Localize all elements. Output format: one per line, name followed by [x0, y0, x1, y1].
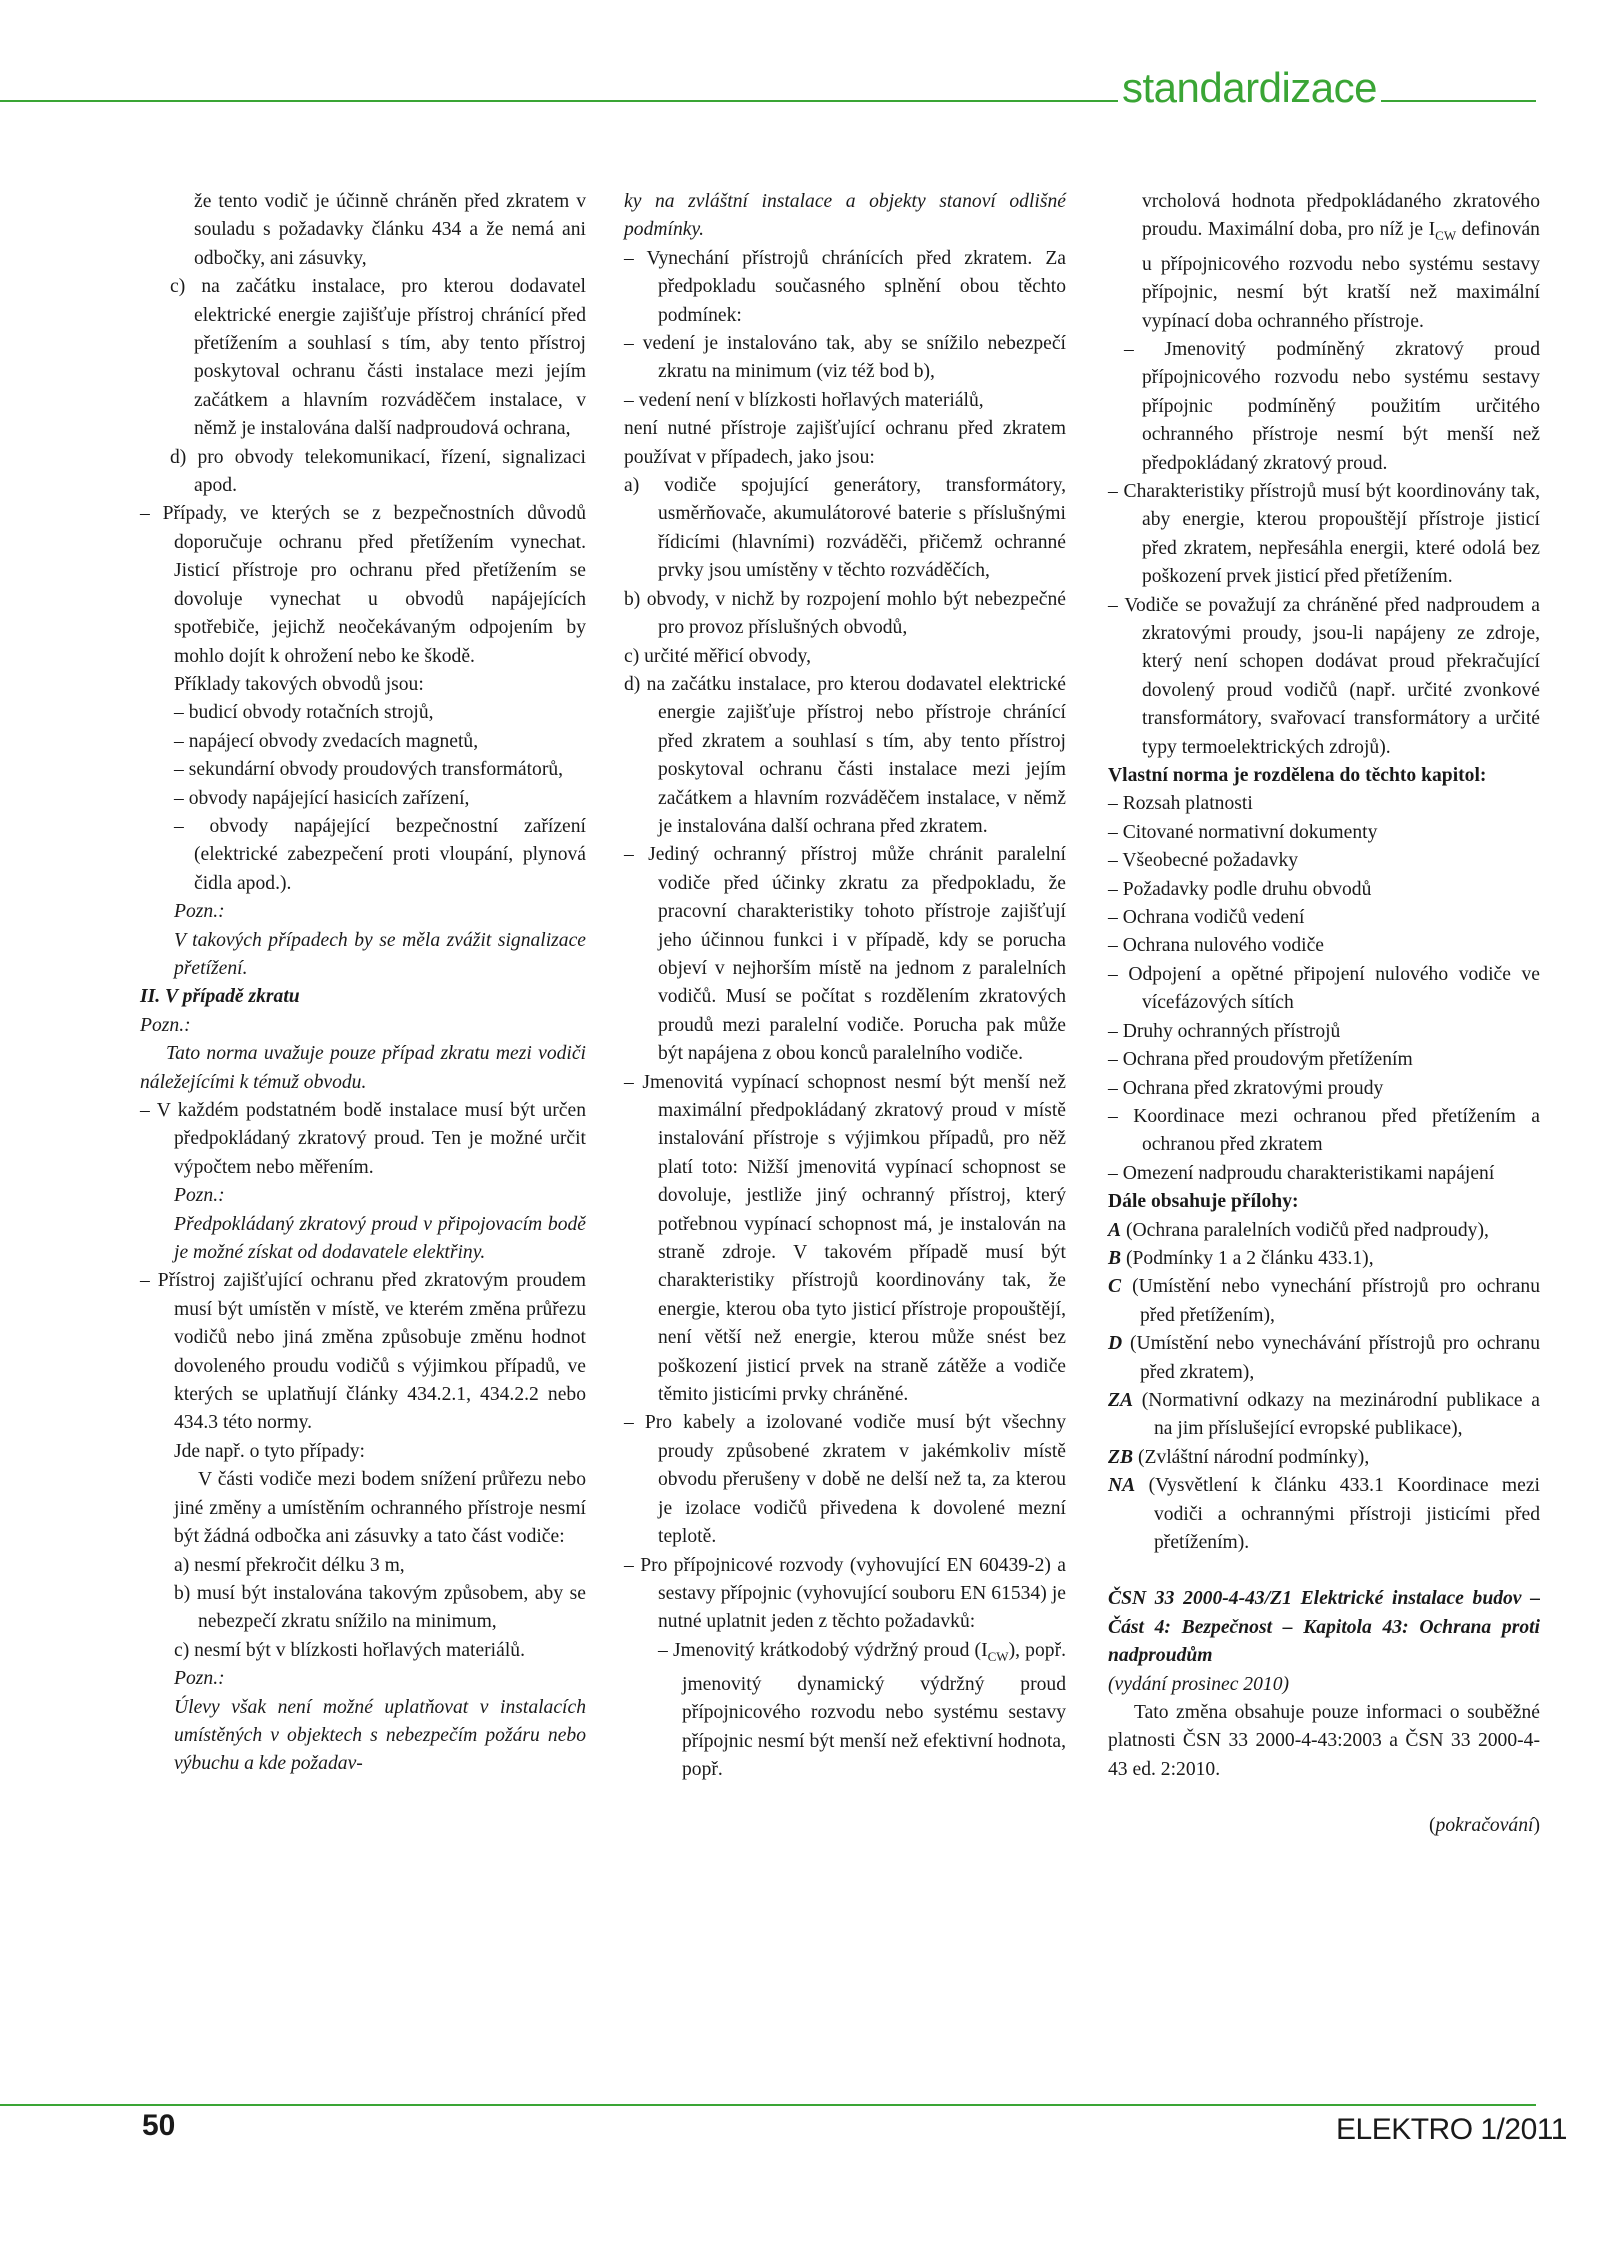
annex-item: [1108, 1245, 1540, 1273]
note-label: Pozn.:: [174, 1668, 225, 1690]
annex-letter: B: [1108, 1247, 1122, 1269]
text-run: ), popř. jmenovitý dynamický výdržný proud přípojnicového rozvodu nebo systému sestavy přípojnic nesmí být menší než efektivní hodnota, popř.: [682, 1639, 1066, 1781]
section-title: standardizace: [1118, 66, 1381, 110]
chapter-item: – Citované normativní dokumenty: [1108, 821, 1378, 843]
dash-item: [624, 1637, 1066, 1785]
subscript: CW: [987, 1648, 1009, 1664]
annex-text: (Normativní odkazy na mezinárodní publikace a na jim příslušející evropské publikace),: [1141, 1389, 1540, 1440]
annex-text: (Vysvětlení k článku 433.1 Koordinace mezi vodiči a ochrannými přístroji jisticími před přetížením).: [1148, 1475, 1540, 1553]
dash-item: – sekundární obvody proudových transformátorů,: [174, 759, 564, 781]
dash-item: – Pro kabely a izolované vodiče musí být všechny proudy způsobené zkratem v jakémkoliv místě obvodu přerušeny v době ne delší než ta, za kterou je izolace vodičů přivedena k dovolené mezní teplotě.: [624, 1412, 1066, 1548]
list-item: c) určité měřicí obvody,: [624, 645, 811, 667]
chapter-item: – Koordinace mezi ochranou před přetížením a ochranou před zkratem: [1108, 1105, 1540, 1156]
column-2: [624, 188, 1066, 1785]
dash-item: – napájecí obvody zvedacích magnetů,: [174, 730, 479, 752]
list-item: c) na začátku instalace, pro kterou dodavatel elektrické energie zajišťuje přístroj chránící před přetížením a souhlasí s tím, aby tento přístroj poskytoval ochranu části instalace mezi jejím začátkem a hlavním rozváděčem instalace, v němž je instalována další nadproudová ochrana,: [170, 276, 586, 440]
text-run: – Jmenovitý krátkodobý výdržný proud (I: [658, 1639, 988, 1661]
chapter-item: – Druhy ochranných přístrojů: [1108, 1020, 1341, 1042]
note-text: Tato norma uvažuje pouze případ zkratu mezi vodiči náležejícími k témuž obvodu.: [140, 1043, 586, 1093]
annex-text: (Umístění nebo vynechávání přístrojů pro ochranu před zkratem),: [1129, 1333, 1540, 1383]
chapter-item: – Všeobecné požadavky: [1108, 850, 1299, 872]
annex-letter: ZA: [1108, 1389, 1134, 1411]
annex-item: [1108, 1472, 1540, 1557]
edition-note: (vydání prosinec 2010): [1108, 1673, 1290, 1695]
dash-item: – Přístroj zajišťující ochranu před zkratovým proudem musí být umístěn v místě, ve kterém změna průřezu vodičů nebo jiná změna způsobuje změnu hodnot dovoleného proudu vodičů s výjimkou případů, ve kterých se uplatňují články 434.2.1, 434.2.2 nebo 434.3 této normy.: [140, 1270, 586, 1434]
annex-item: [1108, 1217, 1540, 1245]
list-item: b) musí být instalována takovým způsobem, aby se nebezpečí zkratu snížilo na minimum,: [174, 1582, 586, 1633]
chapter-item: – Ochrana před proudovým přetížením: [1108, 1049, 1413, 1071]
paragraph: Tato změna obsahuje pouze informaci o souběžné platnosti ČSN 33 2000-4-43:2003 a ČSN 33 2000-4-43 ed. 2:2010.: [1108, 1702, 1540, 1780]
annex-letter: C: [1108, 1276, 1122, 1298]
note-label: Pozn.:: [140, 1014, 191, 1036]
annex-letter: D: [1108, 1333, 1123, 1355]
chapter-item: – Ochrana nulového vodiče: [1108, 935, 1325, 957]
continued-note: (pokračování): [1428, 1815, 1540, 1837]
bold-heading: Vlastní norma je rozdělena do těchto kapitol:: [1108, 765, 1487, 787]
column-1: [140, 188, 586, 1779]
dash-item: – Jediný ochranný přístroj může chránit paralelní vodiče před účinky zkratu za předpokladu, že pracovní charakteristiky tohoto přístroje zajišťují jeho účinnou funkci i v případě, kdy se porucha objeví v nejhorším místě na jednom z paralelních vodičů. Musí se počítat s rozdělením zkratových proudů mezi paralelní vodiče. Porucha pak může být napájena z obou konců paralelního vodiče.: [624, 844, 1066, 1065]
chapter-item: – Požadavky podle druhu obvodů: [1108, 878, 1372, 900]
subscript: CW: [1435, 228, 1457, 244]
text-run: definován u přípojnicového rozvodu nebo systému sestavy přípojnic, nesmí být kratší než maximální vypínací doba ochranného přístroje.: [1142, 219, 1540, 332]
standard-title: ČSN 33 2000-4-43/Z1 Elektrické instalace budov – Část 4: Bezpečnost – Kapitola 43: Ochrana proti nadproudům: [1108, 1588, 1540, 1667]
annex-letter: ZB: [1108, 1446, 1134, 1468]
chapter-item: – Ochrana vodičů vedení: [1108, 907, 1305, 929]
dash-item: – Pro přípojnicové rozvody (vyhovující EN 60439-2) a sestavy přípojnic (vyhovující souboru EN 61534) je nutné uplatnit jeden z těchto požadavků:: [624, 1554, 1066, 1633]
annex-item: [1108, 1273, 1540, 1330]
magazine-issue: ELEKTRO 1/2011: [1336, 2113, 1567, 2146]
paragraph: V části vodiče mezi bodem snížení průřezu nebo jiné změny a umístěním ochranného přístroje nesmí být žádná odbočka ani zásuvky a tato část vodiče:: [174, 1469, 586, 1548]
spacer: [1108, 1784, 1540, 1812]
dash-item: – Případy, ve kterých se z bezpečnostních důvodů doporučuje ochranu před přetížením vynechat. Jisticí přístroje pro ochranu před přetížením se dovoluje vynechat u obvodů napájejících spotřebiče, jejichž neočekávaným odpojením by mohlo dojít k ohrožení nebo ke škodě.: [140, 503, 586, 667]
chapter-item: – Rozsah platnosti: [1108, 793, 1253, 815]
dash-item: – Vynechání přístrojů chránících před zkratem. Za předpokladu současného splnění obou těchto podmínek:: [624, 247, 1066, 326]
dash-item: – vedení je instalováno tak, aby se snížilo nebezpečí zkratu na minimum (viz též bod b),: [624, 333, 1066, 383]
text-run: vrcholová hodnota předpokládaného zkratového proudu. Maximální doba, pro níž je I: [1142, 191, 1540, 241]
dash-item: – Vodiče se považují za chráněné před nadproudem a zkratovými proudy, jsou-li napájeny ze zdroje, který není schopen dodávat proud překračující dovolený proud vodičů (např. určité zvonkové transformátory, svařovací transformátory a určité typy termoelektrických zdrojů).: [1108, 594, 1540, 758]
annex-text: (Ochrana paralelních vodičů před nadproudy),: [1125, 1219, 1489, 1241]
bold-heading: Dále obsahuje přílohy:: [1108, 1191, 1299, 1213]
list-item: a) vodiče spojující generátory, transformátory, usměrňovače, akumulátorové baterie s příslušnými řídicími (hlavními) rozváděči, přičemž ochranné prvky jsou umístěny v těchto rozváděčích,: [624, 475, 1066, 582]
list-item: d) pro obvody telekomunikací, řízení, signalizaci apod.: [170, 446, 586, 497]
annex-item: [1108, 1330, 1540, 1387]
subheading: II. V případě zkratu: [140, 986, 300, 1008]
annex-text: (Umístění nebo vynechání přístrojů pro ochranu před přetížením),: [1132, 1276, 1540, 1326]
footer-rule: [0, 2104, 1536, 2106]
dash-item: – V každém podstatném bodě instalace musí být určen předpokládaný zkratový proud. Ten je možné určit výpočtem nebo měřením.: [140, 1100, 586, 1178]
paragraph: není nutné přístroje zajišťující ochranu před zkratem používat v případech, jako jsou:: [624, 418, 1066, 468]
note-label: Pozn.:: [174, 1185, 225, 1207]
spacer: [1108, 1557, 1540, 1585]
page-number: 50: [142, 2109, 176, 2142]
paragraph: Jde např. o tyto případy:: [174, 1440, 366, 1462]
annex-item: [1108, 1387, 1540, 1444]
note-text: ky na zvláštní instalace a objekty stanoví odlišné podmínky.: [624, 191, 1066, 241]
list-item: b) obvody, v nichž by rozpojení mohlo být nebezpečné pro provoz příslušných obvodů,: [624, 588, 1066, 639]
note-label: Pozn.:: [174, 901, 225, 923]
paragraph: [1108, 188, 1540, 336]
dash-item: – Jmenovitý podmíněný zkratový proud přípojnicového rozvodu nebo systému sestavy přípojnic podmíněný použitím určitého ochranného přístroje nesmí být menší než předpokládaný zkratový proud.: [1124, 338, 1540, 474]
dash-item: – Charakteristiky přístrojů musí být koordinovány tak, aby energie, kterou propouštějí přístroje jisticí před zkratem, nepřesáhla energii, které odolá bez poškození prvek jisticí před přetížením.: [1108, 480, 1540, 588]
dash-item: – obvody napájející bezpečnostní zařízení (elektrické zabezpečení proti vloupání, plynová čidla apod.).: [174, 815, 586, 894]
paragraph: že tento vodič je účinně chráněn před zkratem v souladu s požadavky článku 434 a že nemá ani odbočky, ani zásuvky,: [194, 191, 586, 269]
note-text: Předpokládaný zkratový proud v připojovacím bodě je možné získat od dodavatele elektřiny.: [174, 1213, 586, 1264]
list-item: a) nesmí překročit délku 3 m,: [174, 1554, 405, 1576]
annex-letter: A: [1108, 1219, 1122, 1241]
column-3: [1108, 188, 1540, 1841]
annex-letter: NA: [1108, 1475, 1136, 1497]
paragraph: Příklady takových obvodů jsou:: [174, 673, 424, 695]
annex-item: [1108, 1444, 1540, 1472]
note-text: Úlevy však není možné uplatňovat v instalacích umístěných v objektech s nebezpečím požáru nebo výbuchu a kde požadav-: [174, 1696, 586, 1775]
chapter-item: – Odpojení a opětné připojení nulového vodiče ve vícefázových sítích: [1108, 963, 1540, 1014]
list-item: d) na začátku instalace, pro kterou dodavatel elektrické energie zajišťuje přístroj nebo přístroje chránící před zkratem a souhlasí s tím, aby tento přístroj poskytoval ochranu části instalace mezi jejím začátkem a hlavním rozváděčem instalace, v němž je instalována další ochrana před zkratem.: [624, 673, 1066, 837]
dash-item: – Jmenovitá vypínací schopnost nesmí být menší než maximální předpokládaný zkratový proud v místě instalování přístroje s výjimkou případů, pro něž platí toto: Nižší jmenovitá vypínací schopnost se dovoluje, jestliže jiný ochranný přístroj, který potřebnou vypínací schopnost má, je instalován na straně zdroje. V takovém případě musí být charakteristiky přístrojů koordinovány tak, že energie, kterou oba tyto jisticí přístroje propouštějí, není větší než energie, kterou může snést bez poškození jisticí prvek na straně zátěže a vodiče těmito jisticími prvky chráněné.: [624, 1071, 1066, 1406]
annex-text: (Podmínky 1 a 2 článku 433.1),: [1125, 1247, 1374, 1269]
note-text: V takových případech by se měla zvážit signalizace přetížení.: [174, 929, 586, 979]
annex-text: (Zvláštní národní podmínky),: [1137, 1446, 1370, 1468]
dash-item: – budicí obvody rotačních strojů,: [174, 702, 434, 724]
chapter-item: – Ochrana před zkratovými proudy: [1108, 1077, 1384, 1099]
chapter-item: – Omezení nadproudu charakteristikami napájení: [1108, 1162, 1495, 1184]
list-item: c) nesmí být v blízkosti hořlavých materiálů.: [174, 1639, 525, 1661]
dash-item: – obvody napájející hasicích zařízení,: [174, 787, 470, 809]
dash-item: – vedení není v blízkosti hořlavých materiálů,: [624, 389, 984, 411]
